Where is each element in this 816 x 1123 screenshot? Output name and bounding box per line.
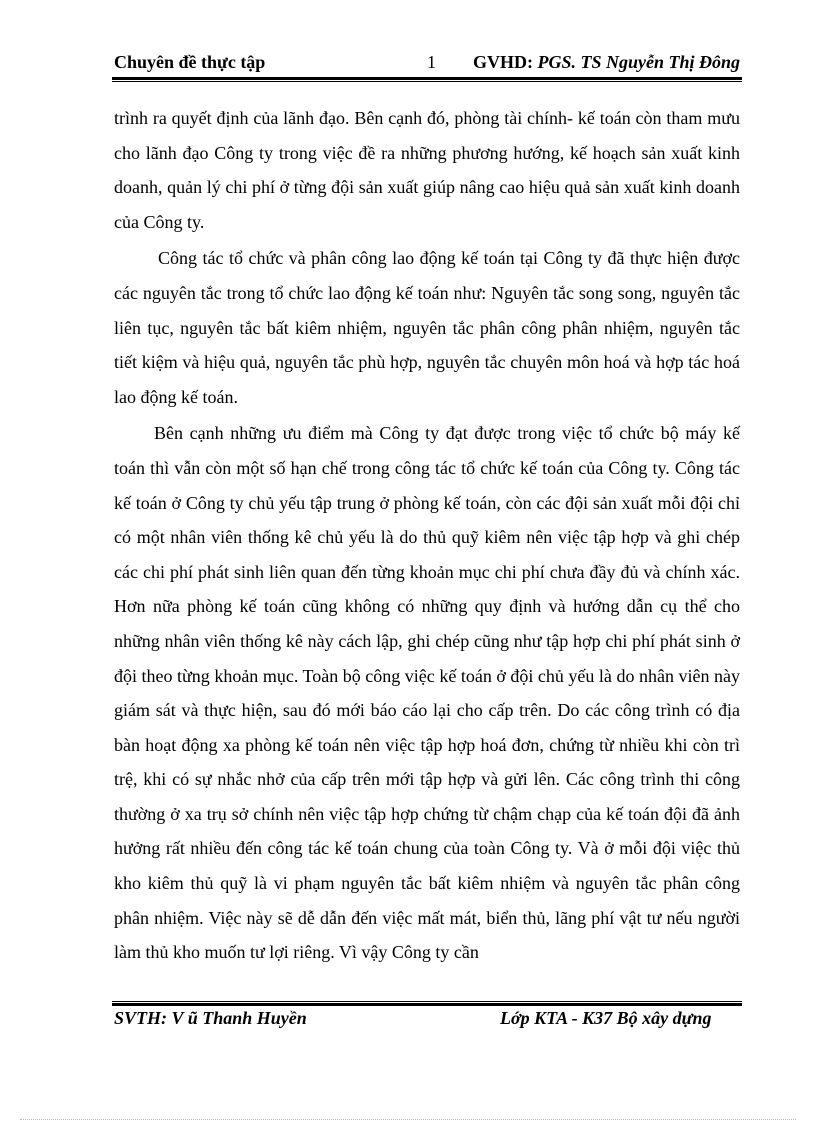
paragraph-accounting-organization: Công tác tổ chức và phân công lao động kế toán tại Công ty đã thực hiện được các nguyên tắc trong tổ chức lao động kế toán như: Nguyên tắc song song, nguyên tắc liên tục, nguyên tắc bất kiêm nhiệm, nguyên tắc phân công phân nhiệm, nguyên tắc tiết kiệm và hiệu quả, nguyên tắc phù hợp, nguyên tắc chuyên môn hoá và hợp tác hoá lao động kế toán. bbox=[114, 248, 740, 407]
advisor-label: GVHD: bbox=[472, 52, 538, 72]
advisor-name: PGS. TS Nguyễn Thị Đông bbox=[537, 52, 740, 72]
page-number: 1 bbox=[427, 52, 436, 72]
header-title: Chuyên đề thực tập bbox=[114, 52, 266, 72]
page-footer bbox=[114, 1008, 740, 1032]
footer-student: SVTH: V ũ Thanh Huyền bbox=[114, 1008, 307, 1028]
header-rule bbox=[112, 77, 742, 82]
document-body bbox=[114, 101, 740, 972]
footer-rule bbox=[112, 1001, 742, 1006]
paragraph-continuation: trình ra quyết định của lãnh đạo. Bên cạnh đó, phòng tài chính- kế toán còn tham mưu cho lãnh đạo Công ty trong việc đề ra những phương hướng, kế hoạch sản xuất kinh doanh, quản lý chi phí ở từng đội sản xuất giúp nâng cao hiệu quả sản xuất kinh doanh của Công ty. bbox=[114, 108, 740, 232]
paragraph-limitations: Bên cạnh những ưu điểm mà Công ty đạt được trong việc tổ chức bộ máy kế toán thì vẫn còn một số hạn chế trong công tác tổ chức kế toán của Công ty. Công tác kế toán ở Công ty chủ yếu tập trung ở phòng kế toán, còn các đội sản xuất mỗi đội chỉ có một nhân viên thống kê chủ yếu là do thủ quỹ kiêm nên việc tập hợp và ghi chép các chi phí phát sinh liên quan đến từng khoản mục chi phí chưa đầy đủ và chính xác. Hơn nữa phòng kế toán cũng không có những quy định và hướng dẫn cụ thể cho những nhân viên thống kê này cách lập, ghi chép cũng như tập hợp chi phí phát sinh ở đội theo từng khoản mục. Toàn bộ công việc kế toán ở đội chủ yếu là do nhân viên này giám sát và thực hiện, sau đó mới báo cáo lại cho cấp trên. Do các công trình có địa bàn hoạt động xa phòng kế toán nên việc tập hợp hoá đơn, chứng từ nhiều khi còn trì trệ, khi có sự nhắc nhở của cấp trên mới tập hợp và gửi lên. Các công trình thi công thường ở xa trụ sở chính nên việc tập hợp chứng từ chậm chạp của kế toán đội đã ảnh hưởng rất nhiều đến công tác kế toán chung của toàn Công ty. Và ở mỗi đội việc thủ kho kiêm thủ quỹ là vi phạm nguyên tắc bất kiêm nhiệm và nguyên tắc phân công phân nhiệm. Việc này sẽ dễ dẫn đến việc mất mát, biển thủ, lãng phí vật tư nếu người làm thủ kho muốn tư lợi riêng. Vì vậy Công ty cần bbox=[114, 423, 740, 963]
page-header bbox=[114, 52, 740, 76]
header-advisor bbox=[473, 52, 740, 73]
footer-class: Lớp KTA - K37 Bộ xây dựng bbox=[500, 1008, 712, 1028]
page-boundary bbox=[20, 1119, 796, 1120]
